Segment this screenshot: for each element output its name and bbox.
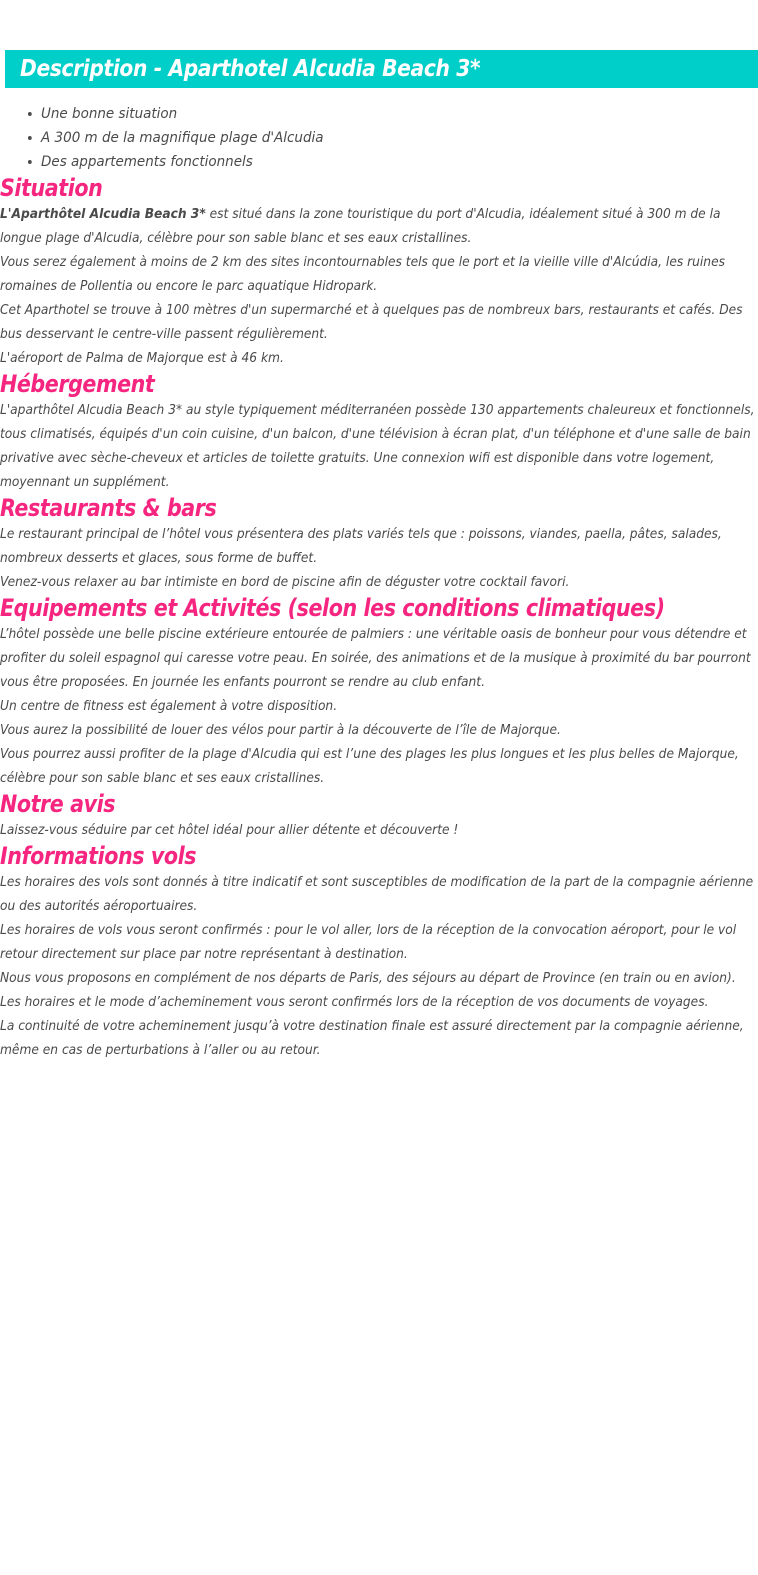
situation-paragraph-2: Vous serez également à moins de 2 km des sites incontournables tels que le port et la vieille ville d'Alcúdia, les ruines romaines de Pollentia ou encore le parc aquatique Hidropark. xyxy=(0,254,725,294)
avis-paragraph-1: Laissez-vous séduire par cet hôtel idéal pour allier détente et découverte ! xyxy=(0,822,459,838)
section-heading-notre-avis: Notre avis xyxy=(0,790,116,818)
vols-paragraph-5: La continuité de votre acheminement jusqu’à votre destination finale est assuré directement par la compagnie aérienne, même en cas de perturbations à l’aller ou au retour. xyxy=(0,1018,744,1058)
page-title-bar xyxy=(5,50,758,88)
equipements-paragraph-3: Vous aurez la possibilité de louer des vélos pour partir à la découverte de l’île de Majorque. xyxy=(0,722,561,738)
hotel-name-bold: L'Aparthôtel Alcudia Beach 3* xyxy=(0,206,206,222)
section-heading-restaurants: Restaurants & bars xyxy=(0,494,217,522)
section-heading-hebergement: Hébergement xyxy=(0,370,155,398)
restaurants-paragraph-1: Le restaurant principal de l’hôtel vous présentera des plats variés tels que : poissons, viandes, paella, pâtes, salades, nombreux desserts et glaces, sous forme de buffet. xyxy=(0,526,722,566)
vols-paragraph-3: Nous vous proposons en complément de nos départs de Paris, des séjours au départ de Province (en train ou en avion). xyxy=(0,970,736,986)
situation-paragraph-1-rest: est situé dans la zone touristique du port d'Alcudia, idéalement situé à 300 m de la longue plage d'Alcudia, célèbre pour son sable blanc et ses eaux cristallines. xyxy=(0,206,721,246)
equipements-paragraph-2: Un centre de fitness est également à votre disposition. xyxy=(0,698,338,714)
vols-paragraph-1: Les horaires des vols sont donnés à titre indicatif et sont susceptibles de modification de la part de la compagnie aérienne ou des autorités aéroportuaires. xyxy=(0,874,754,914)
vols-paragraph-4: Les horaires et le mode d’acheminement vous seront confirmés lors de la réception de vos documents de voyages. xyxy=(0,994,709,1010)
list-item: A 300 m de la magnifique plage d'Alcudia xyxy=(28,126,707,150)
page-title: Description - Aparthotel Alcudia Beach 3* xyxy=(20,56,481,82)
intro-highlights-list xyxy=(0,102,758,174)
list-item: Une bonne situation xyxy=(28,102,707,126)
hebergement-paragraph-1: L'aparthôtel Alcudia Beach 3* au style typiquement méditerranéen possède 130 appartements chaleureux et fonctionnels, tous climatisés, équipés d'un coin cuisine, d'un balcon, d'une télévision à écran plat, d'un téléphone et d'une salle de bain privative avec sèche-cheveux et articles de toilette gratuits. Une connexion wifi est disponible dans votre logement, moyennant un supplément. xyxy=(0,402,755,490)
equipements-paragraph-1: L’hôtel possède une belle piscine extérieure entourée de palmiers : une véritable oasis de bonheur pour vous détendre et profiter du soleil espagnol qui caresse votre peau. En soirée, des animations et de la musique à proximité du bar pourront vous être proposées. En journée les enfants pourront se rendre au club enfant. xyxy=(0,626,751,690)
situation-paragraph-1 xyxy=(0,202,758,250)
vols-paragraph-2: Les horaires de vols vous seront confirmés : pour le vol aller, lors de la réception de la convocation aéroport, pour le vol retour directement sur place par notre représentant à destination. xyxy=(0,922,737,962)
section-heading-equipements: Equipements et Activités (selon les conditions climatiques) xyxy=(0,594,665,622)
situation-paragraph-4: L'aéroport de Palma de Majorque est à 46 km. xyxy=(0,350,284,366)
restaurants-paragraph-2: Venez-vous relaxer au bar intimiste en bord de piscine afin de déguster votre cocktail favori. xyxy=(0,574,570,590)
situation-paragraph-3: Cet Aparthotel se trouve à 100 mètres d'un supermarché et à quelques pas de nombreux bars, restaurants et cafés. Des bus desservant le centre-ville passent régulièrement. xyxy=(0,302,743,342)
section-heading-informations-vols: Informations vols xyxy=(0,842,197,870)
list-item: Des appartements fonctionnels xyxy=(28,150,707,174)
section-heading-situation: Situation xyxy=(0,174,103,202)
equipements-paragraph-4: Vous pourrez aussi profiter de la plage d'Alcudia qui est l’une des plages les plus longues et les plus belles de Majorque, célèbre pour son sable blanc et ses eaux cristallines. xyxy=(0,746,739,786)
